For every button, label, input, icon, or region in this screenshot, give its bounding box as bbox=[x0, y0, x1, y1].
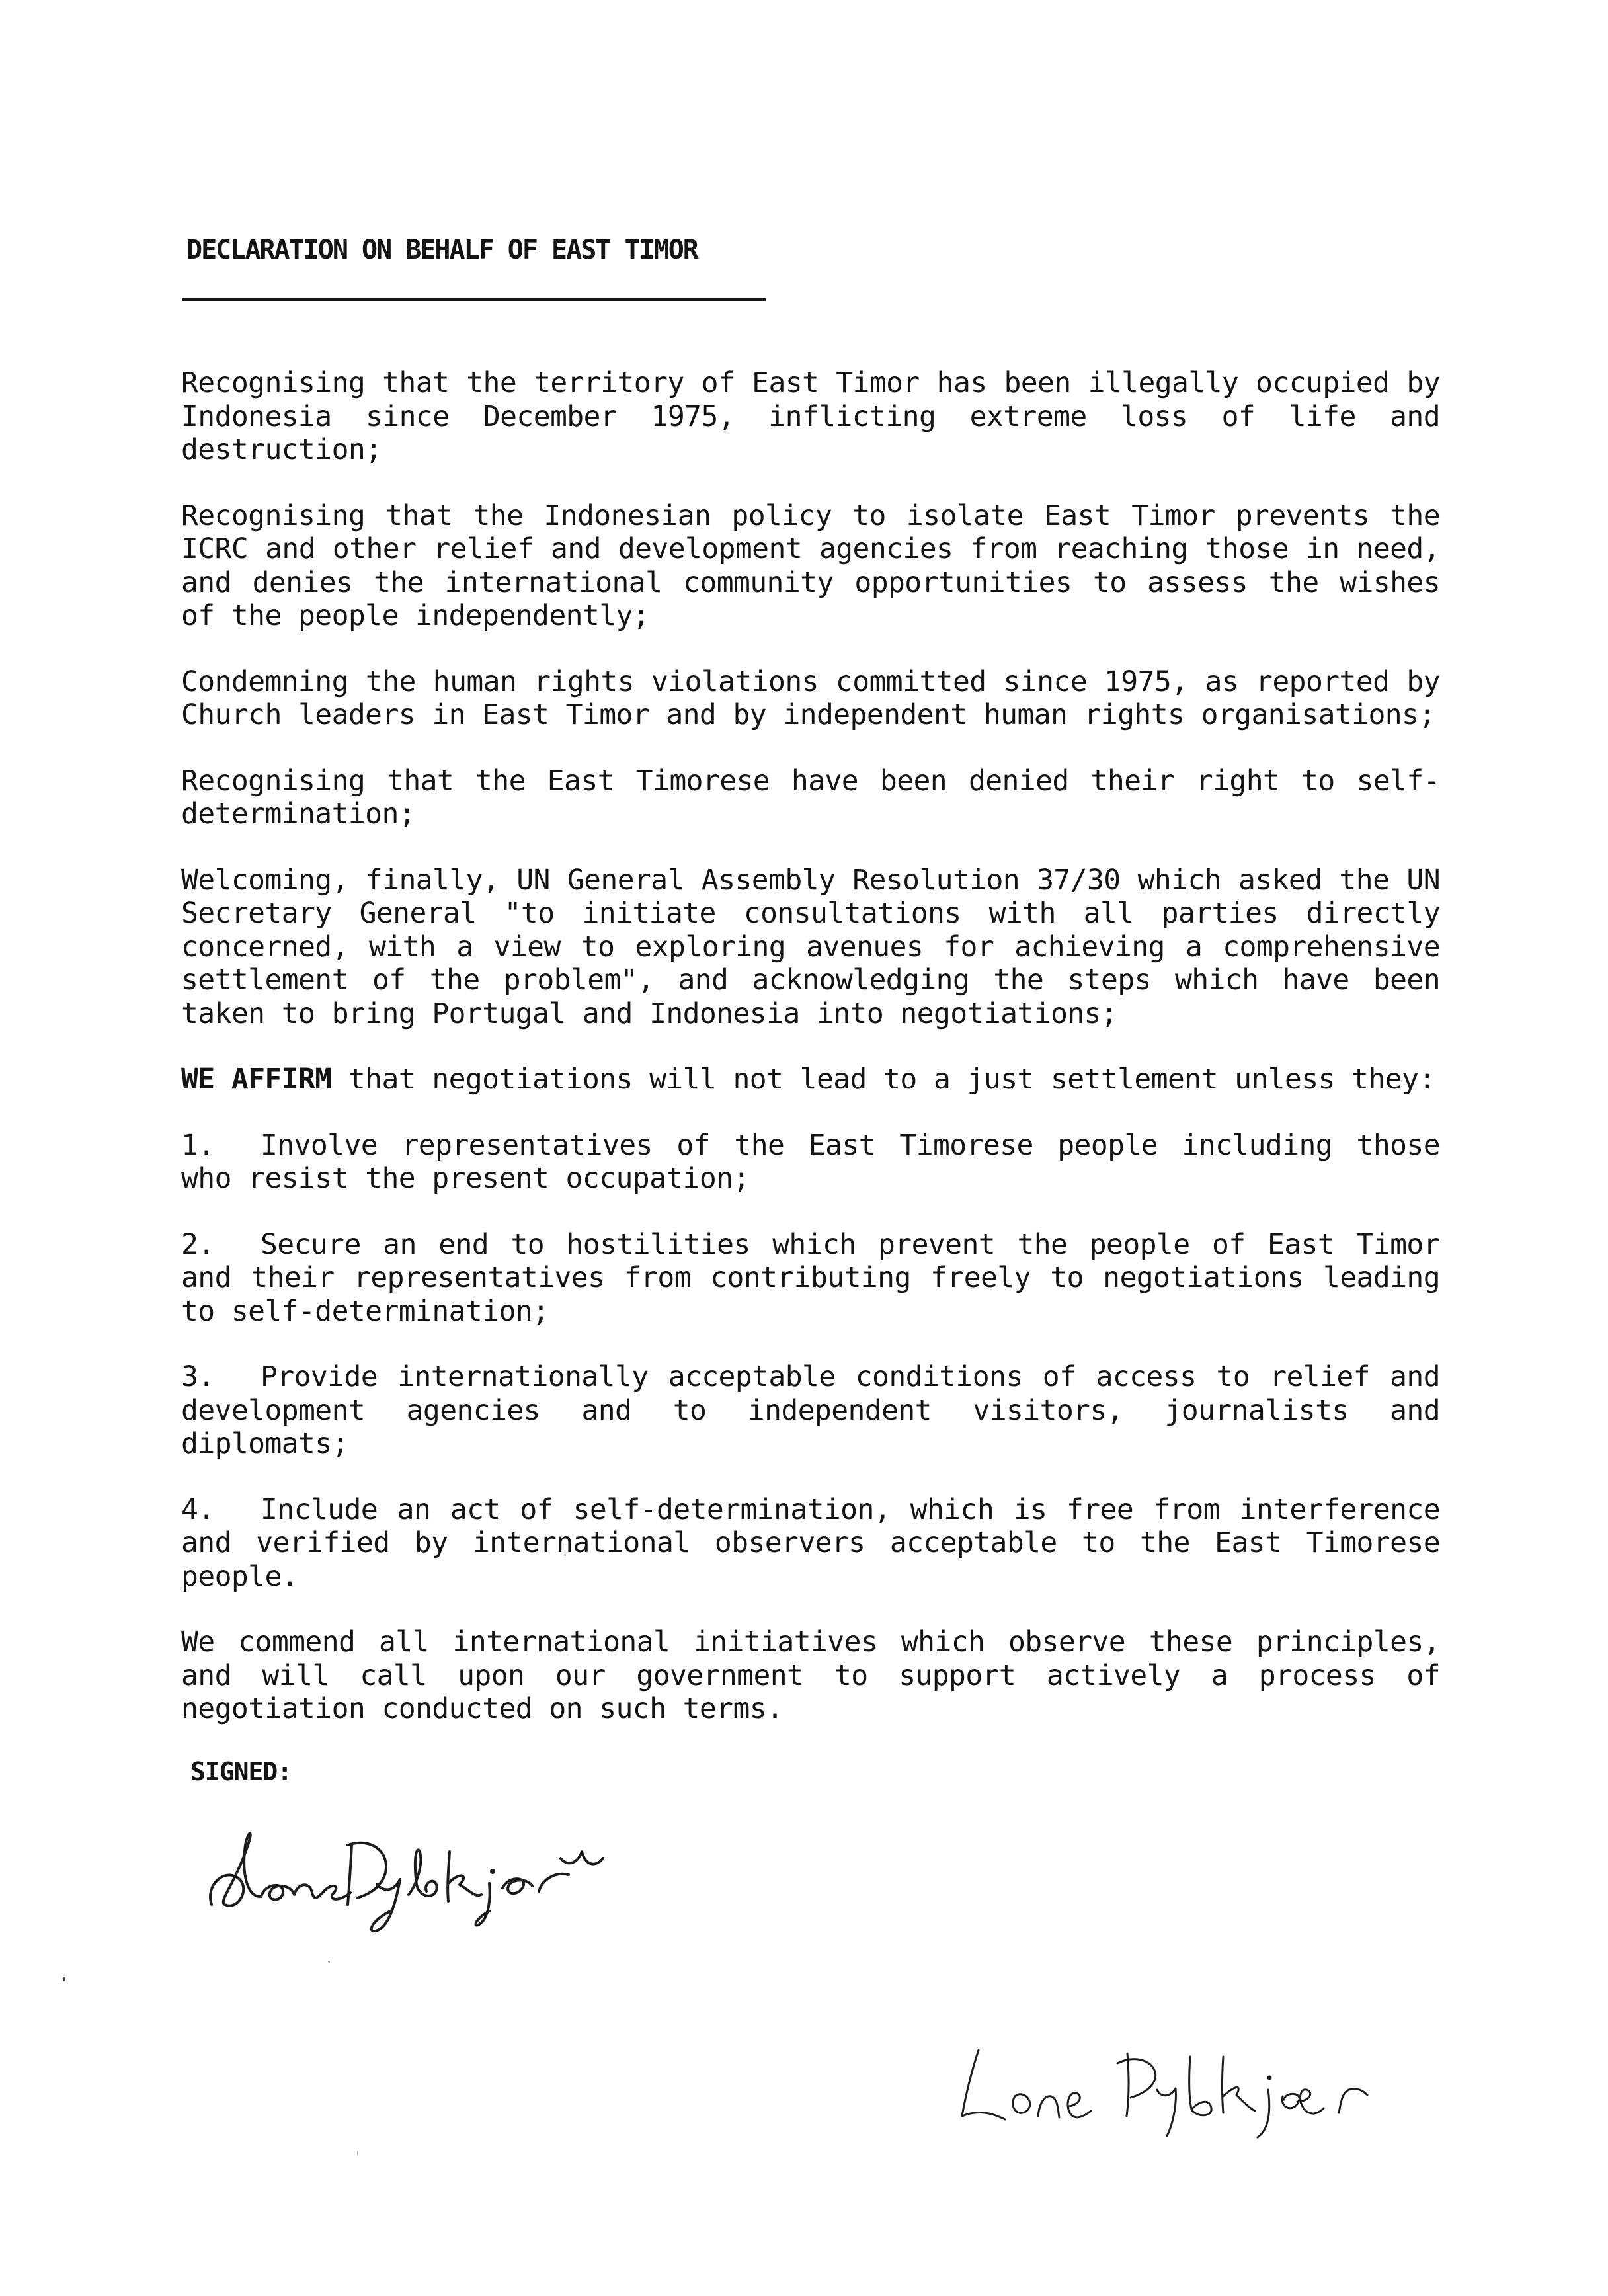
list-text-3: Provide internationally acceptable conditions of access to relief and development agencies and to independent visitors, journalists and diplomats; bbox=[181, 1360, 1440, 1460]
list-text-4: Include an act of self-determination, which is free from interference and verified by international observers acceptable to the East Timorese people. bbox=[181, 1493, 1440, 1593]
handwritten-signature bbox=[198, 1805, 661, 1938]
list-item-2 bbox=[181, 1228, 1440, 1329]
affirm-rest: that negotiations will not lead to a just settlement unless they: bbox=[331, 1063, 1435, 1096]
list-item-4 bbox=[181, 1493, 1440, 1594]
handwritten-name bbox=[952, 2024, 1428, 2149]
paragraph-2: Recognising that the Indonesian policy to isolate East Timor prevents the ICRC and other relief and development agencies from reaching those in need, and denies the international community opportunities to assess the wishes of the people independently; bbox=[181, 499, 1440, 632]
scan-speck bbox=[357, 2151, 358, 2156]
closing-paragraph: We commend all international initiatives which observe these principles, and will call upon our government to support actively a process of negotiation conducted on such terms. bbox=[181, 1625, 1440, 1725]
scan-speck bbox=[63, 1977, 65, 1981]
list-number-1: 1. bbox=[181, 1128, 215, 1162]
paragraph-4: Recognising that the East Timorese have been denied their right to self-determination; bbox=[181, 764, 1440, 831]
scan-speck bbox=[564, 1554, 566, 1556]
affirm-lead: WE AFFIRM bbox=[181, 1063, 332, 1096]
affirm-statement bbox=[181, 1063, 1440, 1096]
paragraph-1: Recognising that the territory of East Timor has been illegally occupied by Indonesia since December 1975, inflicting extreme loss of life and destruction; bbox=[181, 366, 1440, 466]
paragraph-5: Welcoming, finally, UN General Assembly Resolution 37/30 which asked the UN Secretary General "to initiate consultations with all parties directly concerned, with a view to exploring avenues for achieving a comprehensive settlement of the problem", and acknowledging the steps which have been taken to bring Portugal and Indonesia into negotiations; bbox=[181, 863, 1440, 1030]
list-item-3 bbox=[181, 1360, 1440, 1461]
document-body bbox=[181, 366, 1440, 1758]
list-item-1 bbox=[181, 1129, 1440, 1196]
list-number-3: 3. bbox=[181, 1360, 215, 1393]
title-underline bbox=[182, 298, 766, 301]
scan-speck bbox=[328, 1961, 330, 1963]
list-number-2: 2. bbox=[181, 1227, 215, 1261]
list-text-1: Involve representatives of the East Timorese people including those who resist the present occupation; bbox=[181, 1128, 1440, 1195]
list-text-2: Secure an end to hostilities which prevent the people of East Timor and their representatives from contributing freely to negotiations leading to self-determination; bbox=[181, 1227, 1440, 1328]
list-number-4: 4. bbox=[181, 1493, 215, 1526]
signed-label: SIGNED: bbox=[190, 1757, 292, 1786]
paragraph-3: Condemning the human rights violations committed since 1975, as reported by Church leaders in East Timor and by independent human rights organisations; bbox=[181, 665, 1440, 731]
document-title: DECLARATION ON BEHALF OF EAST TIMOR bbox=[186, 235, 698, 265]
